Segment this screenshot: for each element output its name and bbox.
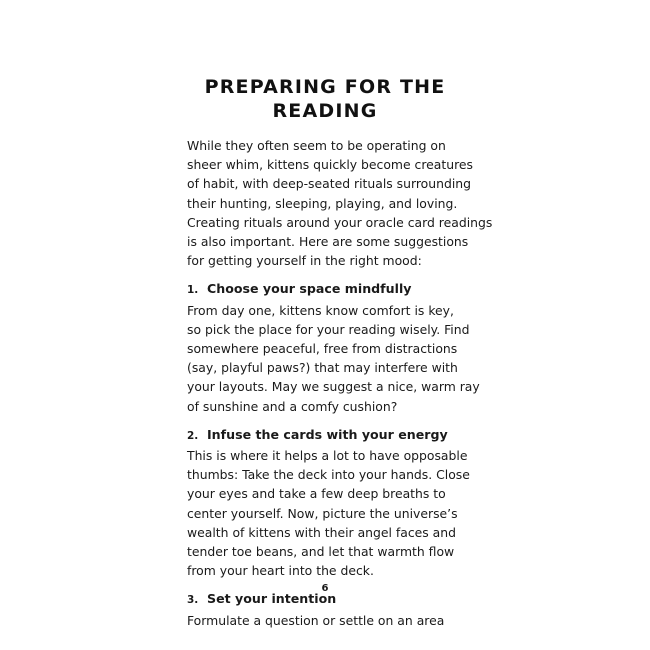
text-line: wealth of kittens with their angel faces and <box>187 524 456 540</box>
page-title-line-2: READING <box>272 100 378 122</box>
text-line: (say, playful paws?) that may interfere with <box>187 360 458 376</box>
item-number: 3. <box>187 594 199 607</box>
text-line: of sunshine and a comfy cushion? <box>187 398 398 414</box>
text-line: so pick the place for your reading wisely. Find <box>187 321 470 337</box>
text-line: While they often seem to be operating on <box>187 138 446 153</box>
list-item-1 <box>187 279 480 415</box>
text-line: center yourself. Now, picture the universe’s <box>187 505 458 521</box>
item-paragraph <box>187 446 477 580</box>
page-number: 6 <box>321 583 329 594</box>
text-line: thumbs: Take the deck into your hands. Close <box>187 467 470 483</box>
intro-paragraph <box>187 136 493 270</box>
text-line: your layouts. May we suggest a nice, warm ray <box>187 379 480 395</box>
item-heading <box>187 279 477 300</box>
text-line: From day one, kittens know comfort is key, <box>187 302 454 318</box>
body-text <box>187 136 493 630</box>
text-line: their hunting, sleeping, playing, and loving. <box>187 195 458 211</box>
text-line: for getting yourself in the right mood: <box>187 253 422 269</box>
list-item-3 <box>187 589 477 629</box>
item-number: 2. <box>187 429 199 442</box>
item-heading <box>187 425 477 446</box>
item-paragraph <box>187 611 477 630</box>
text-line: sheer whim, kittens quickly become creatures <box>187 157 474 173</box>
item-paragraph <box>187 301 480 416</box>
text-line: from your heart into the deck. <box>187 563 374 579</box>
text-line: This is where it helps a lot to have opposable <box>187 448 468 464</box>
item-heading-text: Set your intention <box>207 591 337 607</box>
text-line: Creating rituals around your oracle card readings <box>187 214 493 230</box>
item-number: 1. <box>187 284 199 297</box>
text-line: somewhere peaceful, free from distractions <box>187 341 458 357</box>
text-line: tender toe beans, and let that warmth flow <box>187 544 455 560</box>
page-title-line-1: PREPARING FOR THE <box>204 76 446 98</box>
text-line: is also important. Here are some suggestions <box>187 234 469 250</box>
text-line: of habit, with deep-seated rituals surrounding <box>187 176 471 192</box>
item-heading-text: Infuse the cards with your energy <box>207 426 448 442</box>
list-item-2 <box>187 425 477 581</box>
item-heading-text: Choose your space mindfully <box>207 281 412 297</box>
text-line: your eyes and take a few deep breaths to <box>187 486 446 502</box>
text-line: Formulate a question or settle on an area <box>187 612 445 628</box>
